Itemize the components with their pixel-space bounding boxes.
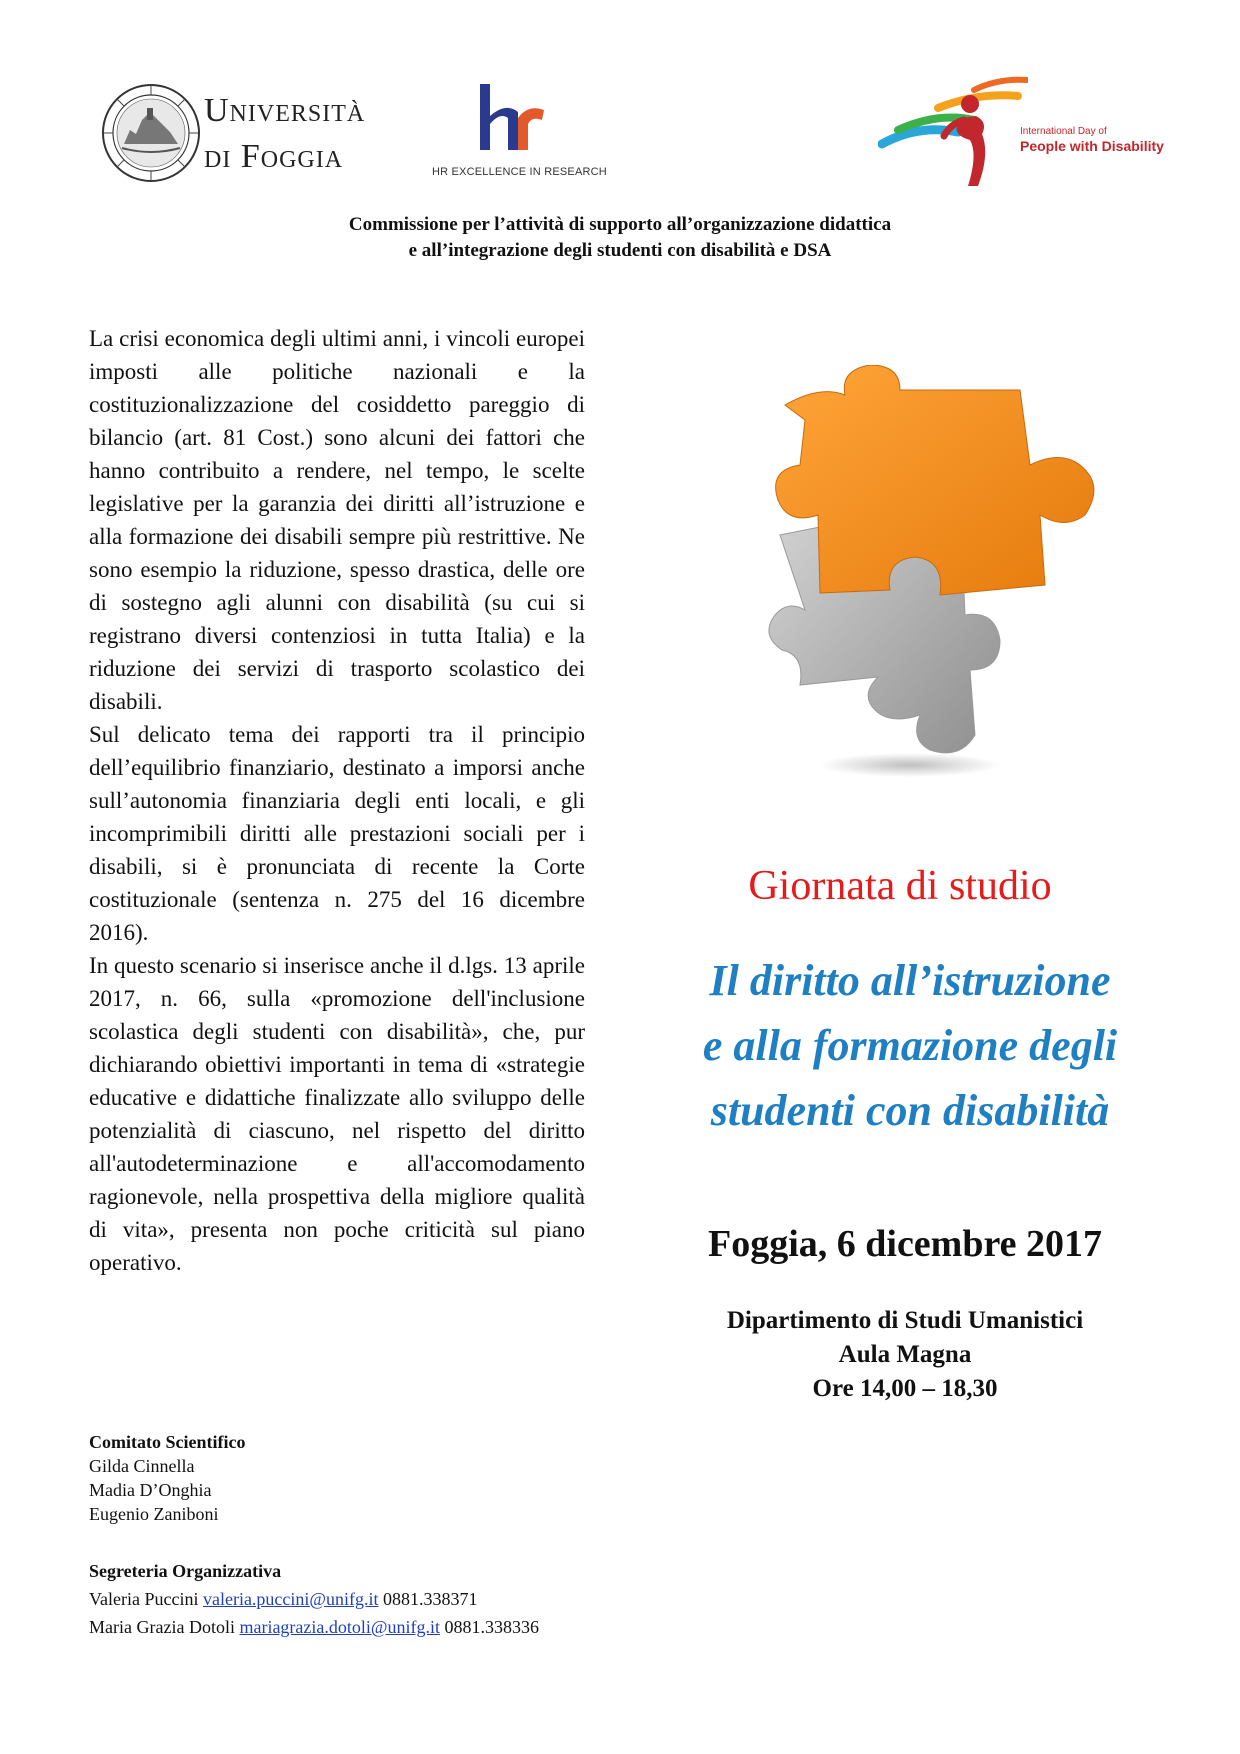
scientific-committee <box>89 1430 245 1526</box>
hr-excellence-logo <box>430 78 607 188</box>
secretariat-heading: Segreteria Organizzativa <box>89 1561 282 1581</box>
venue-room: Aula Magna <box>838 1341 972 1368</box>
university-seal-icon <box>100 82 202 184</box>
university-name <box>204 88 365 180</box>
event-date: Foggia, 6 dicembre 2017 <box>707 1223 1103 1265</box>
university-name-line1: Università <box>204 92 366 129</box>
event-title <box>620 948 1200 1143</box>
body-text <box>89 322 585 1279</box>
event-title-line2: e alla formazione degli <box>702 1021 1118 1070</box>
committee-member: Madia D’Onghia <box>89 1480 212 1500</box>
venue-department: Dipartimento di Studi Umanistici <box>726 1307 1084 1334</box>
body-paragraph-1: La crisi economica degli ultimi anni, i vincoli europei imposti alle politiche nazionali e la costituzionalizzazione del cosiddetto pareggio di bilancio (art. 81 Cost.) sono alcuni dei fattori che hanno contribuito a rendere, nel tempo, le scelte legislative per la garanzia dei diritti all’istruzione e alla formazione dei disabili sempre più restrittive. Ne sono esempio la riduzione, spesso drastica, delle ore di sostegno agli alunni con disabilità (su cui si registrano diversi contenziosi in tutta Italia) e la riduzione dei servizi di trasporto scolastico dei disabili. <box>89 326 585 714</box>
committee-member: Gilda Cinnella <box>89 1456 195 1476</box>
contact-row <box>89 1613 539 1641</box>
event-title-line1: Il diritto all’istruzione <box>709 956 1111 1005</box>
body-paragraph-2: Sul delicato tema dei rapporti tra il principio dell’equilibrio finanziario, destinato a imporsi anche sull’autonomia finanziaria degli enti locali, e gli incomprimibili diritti alle prestazioni sociali per i disabili, si è pronunciata di recente la Corte costituzionale (sentenza n. 275 del 16 dicembre 2016). <box>89 722 585 945</box>
contact-row <box>89 1585 539 1613</box>
idpd-text-big: People with Disability <box>1020 138 1164 154</box>
hr-caption: HR EXCELLENCE IN RESEARCH <box>432 166 607 178</box>
venue-time: Ore 14,00 – 18,30 <box>812 1375 998 1402</box>
event-venue <box>620 1304 1190 1406</box>
event-kind: Giornata di studio <box>748 863 1052 909</box>
committee-member: Eugenio Zaniboni <box>89 1504 219 1524</box>
commission-line1: Commissione per l’attività di supporto all’organizzazione didattica <box>348 214 892 235</box>
hr-mark-icon <box>478 82 548 154</box>
contact-phone: 0881.338336 <box>444 1617 539 1637</box>
contact-phone: 0881.338371 <box>383 1589 478 1609</box>
university-logo <box>100 82 410 192</box>
body-paragraph-3: In questo scenario si inserisce anche il d.lgs. 13 aprile 2017, n. 66, sulla «promozione dell'inclusione scolastica degli studenti con disabilità», che, pur dichiarando obiettivi importanti in tema di «strategie educative e didattiche finalizzate allo sviluppo delle potenzialità di ciascuno, nel rispetto del diritto all'autodeterminazione e all'accomodamento ragionevole, nella prospettiva della migliore qualità di vita», presenta non poche criticità sul piano operativo. <box>89 953 585 1275</box>
idpd-logo <box>878 74 1168 196</box>
puzzle-pieces-icon <box>760 365 1120 785</box>
commission-heading <box>0 212 1240 264</box>
idpd-text-small: International Day of <box>1020 126 1107 137</box>
contact-email-link[interactable]: mariagrazia.dotoli@unifg.it <box>239 1617 440 1637</box>
contact-name: Maria Grazia Dotoli <box>89 1617 235 1637</box>
contact-email-link[interactable]: valeria.puccini@unifg.it <box>202 1589 379 1609</box>
commission-line2: e all’integrazione degli studenti con disabilità e DSA <box>408 240 832 261</box>
event-title-line3: studenti con disabilità <box>710 1086 1110 1135</box>
organizing-secretariat <box>89 1557 539 1641</box>
university-name-line2: di Foggia <box>204 138 344 175</box>
committee-heading: Comitato Scientifico <box>89 1432 246 1452</box>
contact-name: Valeria Puccini <box>89 1589 199 1609</box>
idpd-figure-icon <box>878 74 1028 196</box>
